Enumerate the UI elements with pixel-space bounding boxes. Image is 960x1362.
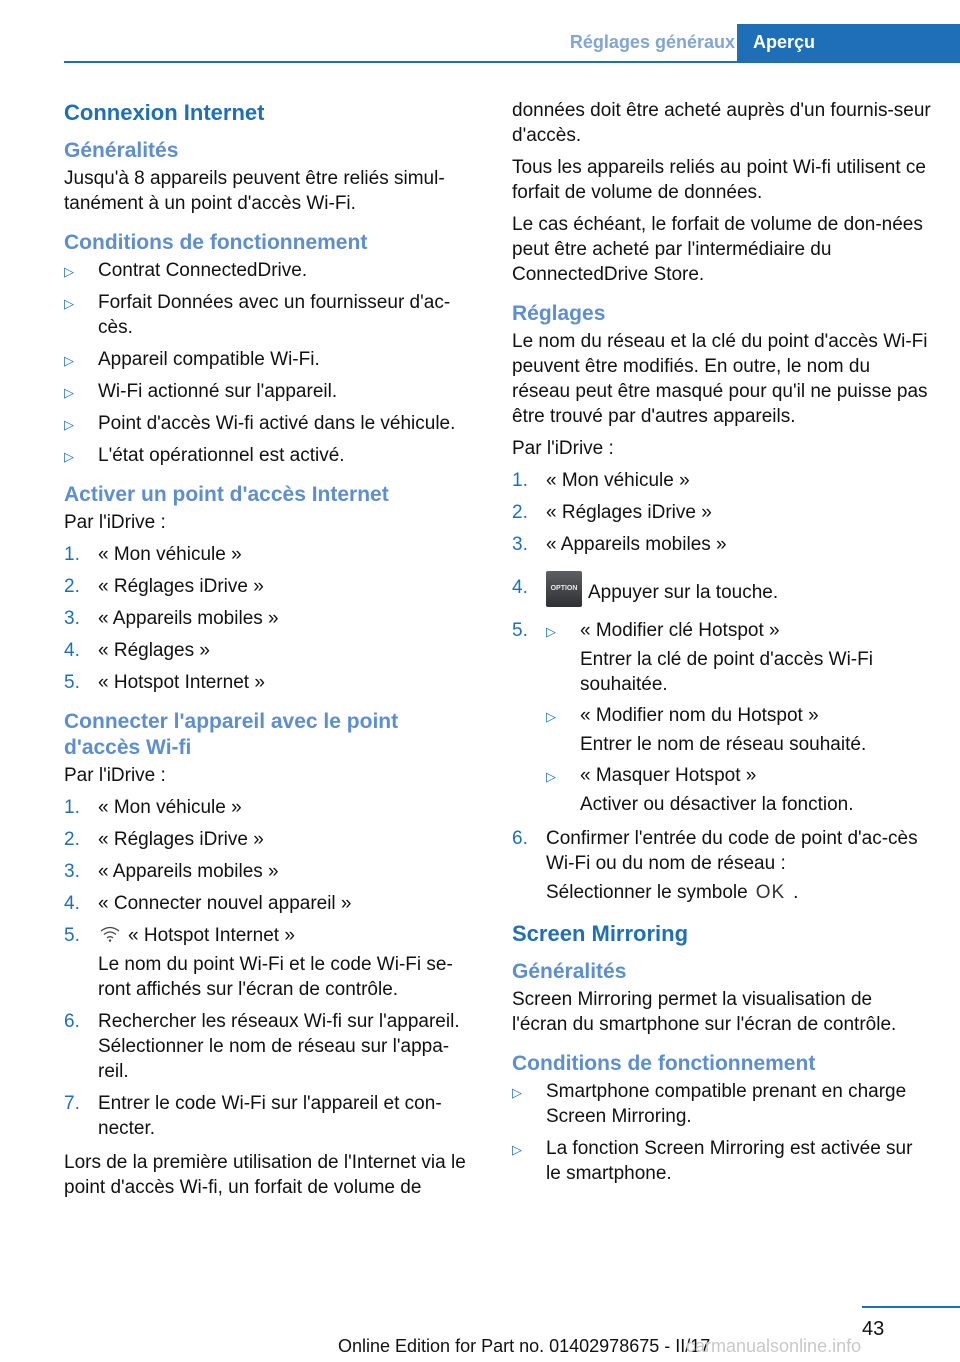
list-item: 3. « Appareils mobiles » — [512, 534, 727, 555]
triangle-bullet-icon: ▷ — [546, 624, 556, 639]
triangle-bullet-icon: ▷ — [64, 417, 74, 432]
list-item: 4. « Connecter nouvel appareil » — [64, 893, 352, 914]
heading-generalites: Généralités — [512, 960, 627, 983]
list-item: 6. Rechercher les réseaux Wi-fi sur l'appareil. Sélectionner le nom de réseau sur l'appa‐reil. — [64, 1009, 476, 1084]
list-item: 5. « Hotspot Internet » Le nom du point Wi-Fi et le code Wi-Fi se‐ront affichés sur l'écran de contrôle. — [64, 923, 476, 1002]
heading-connexion-internet: Connexion Internet — [64, 100, 265, 125]
list-item: ▷ Point d'accès Wi-fi activé dans le véhicule. — [64, 411, 476, 436]
paragraph-idrive: Par l'iDrive : — [64, 765, 166, 786]
heading-activer: Activer un point d'accès Internet — [64, 483, 389, 506]
list-item: ▷ « Modifier clé Hotspot » Entrer la clé de point d'accès Wi-Fi souhaitée. — [546, 620, 873, 695]
watermark: carmanualsonline.info — [686, 1336, 862, 1356]
list-item: 4. OPTION Appuyer sur la touche. — [512, 575, 932, 611]
list-item: 7. Entrer le code Wi-Fi sur l'appareil et con‐necter. — [64, 1093, 442, 1139]
list-item: ▷ L'état opérationnel est activé. — [64, 443, 476, 468]
list-item: ▷ Contrat ConnectedDrive. — [64, 258, 476, 283]
right-column — [512, 98, 932, 1195]
paragraph-continuation-3: Le cas échéant, le forfait de volume de don‐nées peut être acheté par l'intermédiaire du ConnectedDrive Store. — [512, 214, 923, 285]
list-item: 4. « Réglages » — [64, 640, 210, 661]
running-header-section: Réglages généraux — [569, 32, 735, 52]
list-item: ▷ Appareil compatible Wi-Fi. — [64, 347, 476, 372]
list-item: 2. « Réglages iDrive » — [512, 502, 712, 523]
list-item: 2. « Réglages iDrive » — [64, 576, 264, 597]
footer-rule — [862, 1306, 960, 1308]
list-item: 1. « Mon véhicule » — [64, 797, 242, 818]
heading-conditions: Conditions de fonctionnement — [512, 1052, 816, 1075]
connecter-steps — [64, 795, 476, 1141]
list-item: 6. Confirmer l'entrée du code de point d'ac‐cès Wi-Fi ou du nom de réseau : Sélectionner le symbole OK . — [512, 826, 932, 905]
triangle-bullet-icon: ▷ — [512, 1142, 522, 1157]
list-item: 2. « Réglages iDrive » — [64, 829, 264, 850]
triangle-bullet-icon: ▷ — [64, 449, 74, 464]
ok-symbol-icon: OK — [755, 882, 786, 903]
heading-connecter: Connecter l'appareil avec le point d'accès Wi-fi — [64, 710, 399, 759]
paragraph-lors: Lors de la première utilisation de l'Internet via le point d'accès Wi-fi, un forfait de volume de — [64, 1152, 466, 1198]
list-item: 5. « Hotspot Internet » — [64, 672, 265, 693]
page-number: 43 — [862, 1318, 885, 1340]
paragraph-generalites: Jusqu'à 8 appareils peuvent être reliés simul‐tanément à un point d'accès Wi-Fi. — [64, 168, 445, 214]
paragraph-continuation-1: données doit être acheté auprès d'un fournis‐seur d'accès. — [512, 100, 931, 146]
step-description: Sélectionner le symbole OK . — [546, 882, 799, 903]
header-rule — [64, 61, 960, 63]
paragraph-continuation-2: Tous les appareils reliés au point Wi-fi utilisent ce forfait de volume de données. — [512, 157, 926, 203]
paragraph-idrive: Par l'iDrive : — [512, 438, 614, 459]
edition-text: Online Edition for Part no. 01402978675 - II/17 — [338, 1336, 711, 1356]
conditions-list — [64, 258, 476, 468]
triangle-bullet-icon: ▷ — [64, 264, 74, 279]
sub-list — [546, 618, 932, 817]
step-description: Sélectionner le nom de réseau sur l'appa‐reil. — [98, 1036, 450, 1082]
activer-steps — [64, 542, 476, 695]
heading-screen-mirroring: Screen Mirroring — [512, 921, 689, 946]
triangle-bullet-icon: ▷ — [546, 769, 556, 784]
paragraph-reglages: Le nom du réseau et la clé du point d'accès Wi-Fi peuvent être modifiés. En outre, le nom du réseau peut être masqué pour qu'il ne puisse pas être trouvé par d'autres appareils. — [512, 331, 928, 427]
triangle-bullet-icon: ▷ — [64, 353, 74, 368]
running-header-current: Aperçu — [737, 24, 960, 61]
list-item: 1. « Mon véhicule » — [512, 470, 690, 491]
reglages-steps — [512, 468, 932, 905]
heading-conditions: Conditions de fonctionnement — [64, 231, 368, 254]
triangle-bullet-icon: ▷ — [64, 296, 74, 311]
left-column — [64, 98, 476, 1207]
list-item: ▷ « Modifier nom du Hotspot » Entrer le nom de réseau souhaité. — [546, 705, 867, 755]
list-item: ▷ Smartphone compatible prenant en charge Screen Mirroring. — [512, 1081, 907, 1127]
list-item: 1. « Mon véhicule » — [64, 544, 242, 565]
triangle-bullet-icon: ▷ — [512, 1085, 522, 1100]
paragraph-idrive: Par l'iDrive : — [64, 512, 166, 533]
paragraph-screen: Screen Mirroring permet la visualisation de l'écran du smartphone sur l'écran de contrôle. — [512, 989, 897, 1035]
list-item: ▷ Wi-Fi actionné sur l'appareil. — [64, 379, 476, 404]
step-description: Le nom du point Wi-Fi et le code Wi-Fi se‐ront affichés sur l'écran de contrôle. — [98, 954, 453, 1000]
list-item: ▷ Forfait Données avec un fournisseur d'ac‐cès. — [64, 292, 451, 338]
heading-generalites: Généralités — [64, 139, 179, 162]
list-item: ▷ La fonction Screen Mirroring est activée sur le smartphone. — [512, 1138, 913, 1184]
option-button-icon: OPTION — [546, 571, 582, 607]
heading-reglages: Réglages — [512, 302, 606, 325]
list-item: ▷ « Masquer Hotspot » Activer ou désactiver la fonction. — [546, 765, 854, 815]
triangle-bullet-icon: ▷ — [546, 709, 556, 724]
list-item: 3. « Appareils mobiles » — [64, 861, 279, 882]
list-item: 3. « Appareils mobiles » — [64, 608, 279, 629]
screen-conditions-list — [512, 1079, 932, 1186]
wifi-icon — [100, 926, 120, 942]
list-item: 5. ▷ « Modifier clé Hotspot » Entrer la clé de point d'accès Wi-Fi souhaitée. ▷ « Modifier nom du Hotspot » Entrer le nom de réseau souhaité. ▷ « Masquer Hotspot » Activer ou désactiver la fonction. — [512, 618, 932, 817]
triangle-bullet-icon: ▷ — [64, 385, 74, 400]
